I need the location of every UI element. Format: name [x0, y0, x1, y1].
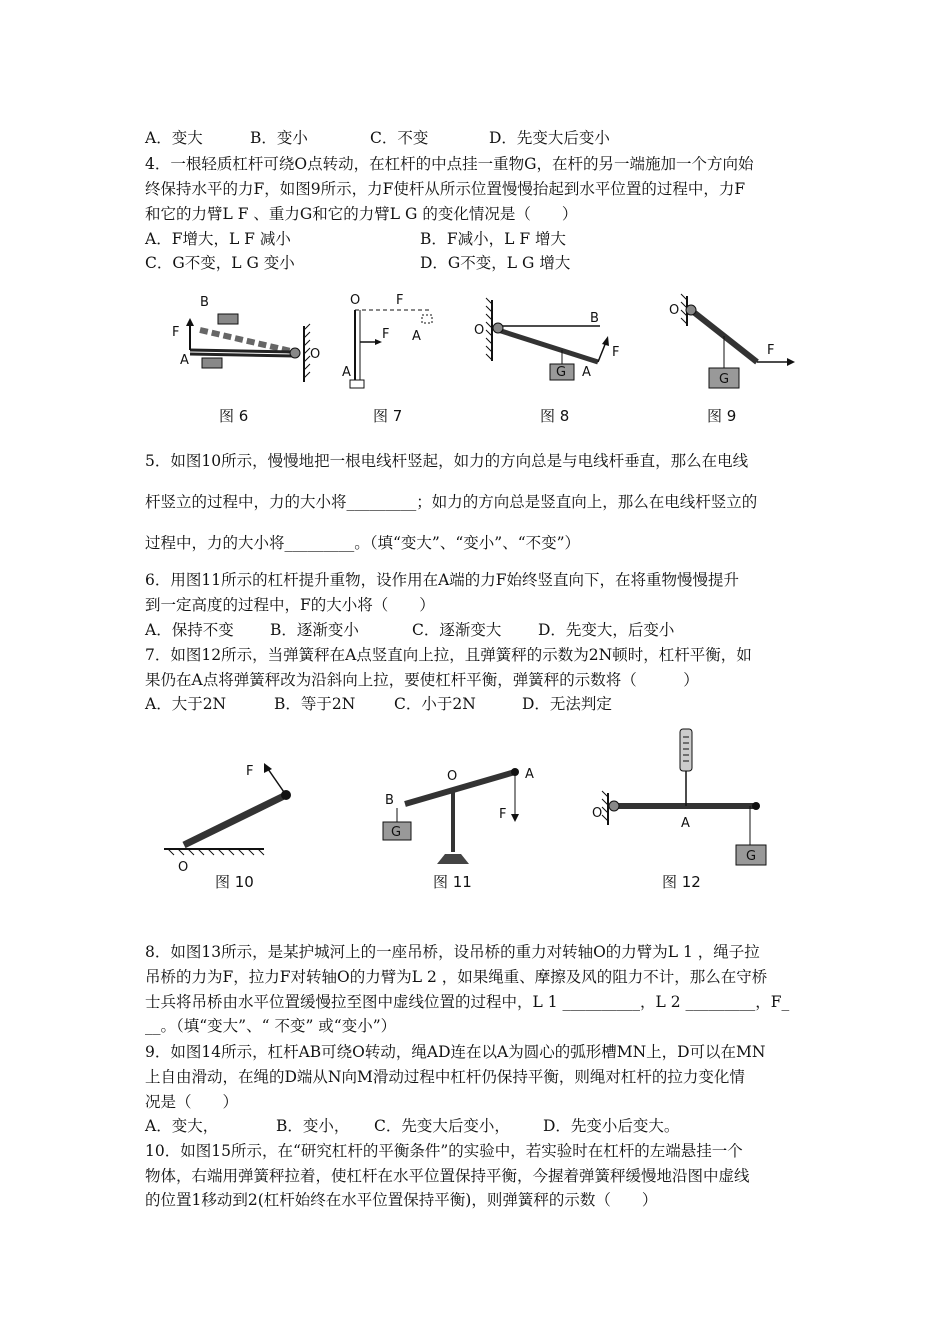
q3-option-d: D．先变大后变小 — [489, 129, 610, 147]
label-f: F — [499, 807, 507, 822]
caption-fig11: 图 11 — [433, 873, 472, 891]
q4-option-d: D．G不变，L G 增大 — [420, 254, 571, 272]
figure-7 — [340, 290, 450, 390]
caption-fig10: 图 10 — [215, 873, 254, 891]
label-a: A — [582, 365, 591, 380]
q9-option-b: B．变小， — [276, 1117, 350, 1135]
base — [437, 854, 469, 864]
label-o: O — [178, 860, 189, 875]
q3-option-b: B．变小 — [250, 129, 308, 147]
q7-option-c: C．小于2N — [394, 695, 476, 713]
figure-6 — [160, 282, 330, 392]
label-f: F — [767, 343, 775, 358]
q4-option-c: C．G不变，L G 变小 — [145, 254, 295, 272]
label-o: O — [447, 769, 458, 784]
q3-option-c: C．不变 — [370, 129, 429, 147]
label-g: G — [556, 365, 567, 380]
q9-line-3: 况是（ ） — [145, 1093, 239, 1111]
label-g: G — [391, 825, 402, 840]
label-a: A — [180, 353, 189, 368]
q6-option-c: C．逐渐变大 — [412, 621, 502, 639]
lever-bar — [498, 330, 598, 362]
caption-fig6: 图 6 — [219, 407, 249, 425]
label-f: F — [612, 345, 620, 360]
pivot-o — [493, 323, 503, 333]
q8-line-1: 8．如图13所示，是某护城河上的一座吊桥，设吊桥的重力对转轴O的力臂为L 1 ，绳子拉 — [145, 943, 760, 961]
label-b: B — [200, 295, 209, 310]
q5-line-3: 过程中，力的大小将_________。（填“变大”、“变小”、“不变”） — [145, 534, 581, 552]
q9-option-a: A．变大， — [145, 1117, 219, 1135]
spring-scale — [680, 729, 692, 771]
q10-line-3: 的位置1移动到2(杠杆始终在水平位置保持平衡)，则弹簧秤的示数（ ） — [145, 1191, 658, 1209]
label-b: B — [385, 793, 394, 808]
figure-11 — [375, 760, 545, 870]
q8-line-2: 吊桥的力为F，拉力F对转轴O的力臂为L 2 ，如果绳重、摩擦及风的阻力不计，那么在守桥 — [145, 968, 768, 986]
label-o: O — [669, 303, 680, 318]
q10-line-2: 物体，右端用弹簧秤拉着，使杠杆在水平位置保持平衡，今握着弹簧秤缓慢地沿图中虚线 — [145, 1167, 750, 1185]
force-arrow — [268, 769, 286, 795]
q8-line-4: __。（填“变大”、“ 不变” 或“变小”） — [145, 1017, 397, 1035]
q8-line-3: 士兵将吊桥由水平位置缓慢拉至图中虚线位置的过程中，L 1 __________，L 2 _________，F_ — [145, 993, 790, 1011]
pole — [184, 795, 286, 845]
label-a-right: A — [412, 329, 421, 344]
q3-option-a: A．变大 — [145, 129, 203, 147]
q7-line-1: 7．如图12所示，当弹簧秤在A点竖直向上拉，且弹簧秤的示数为2N顿时，杠杆平衡，如 — [145, 646, 752, 664]
q4-option-a: A．F增大，L F 减小 — [145, 230, 291, 248]
caption-fig8: 图 8 — [540, 407, 570, 425]
label-f: F — [246, 764, 254, 779]
caption-fig9: 图 9 — [707, 407, 737, 425]
q10-line-1: 10．如图15所示，在“研究杠杆的平衡条件”的实验中，若实验时在杠杆的左端悬挂一个 — [145, 1142, 743, 1160]
q5-line-1: 5．如图10所示，慢慢地把一根电线杆竖起，如力的方向总是与电线杆垂直，那么在电线 — [145, 452, 749, 470]
q6-line-1: 6．用图11所示的杠杆提升重物，设作用在A端的力F始终竖直向下，在将重物慢慢提升 — [145, 571, 740, 589]
q6-option-d: D．先变大，后变小 — [538, 621, 675, 639]
label-a: A — [681, 816, 690, 831]
caption-fig7: 图 7 — [373, 407, 403, 425]
q6-option-a: A．保持不变 — [145, 621, 234, 639]
label-o: O — [310, 347, 321, 362]
label-o: O — [474, 323, 485, 338]
figure-12 — [590, 725, 790, 875]
q7-option-d: D．无法判定 — [522, 695, 612, 713]
weight — [350, 380, 364, 388]
q9-option-c: C．先变大后变小， — [374, 1117, 510, 1135]
weight-b — [218, 314, 238, 324]
q4-line-1: 4．一根轻质杠杆可绕O点转动，在杠杆的中点挂一重物G，在杆的另一端施加一个方向始 — [145, 155, 754, 173]
pivot-o — [686, 305, 696, 315]
q7-line-2: 果仍在A点将弹簧秤改为沿斜向上拉，要使杠杆平衡，弹簧秤的示数将（ ） — [145, 671, 699, 689]
q4-option-b: B．F减小，L F 增大 — [420, 230, 567, 248]
label-b: B — [590, 311, 599, 326]
label-o: O — [592, 806, 603, 821]
label-a: A — [525, 767, 534, 782]
dashed-lever — [200, 330, 295, 352]
pivot-o — [290, 348, 300, 358]
q9-option-d: D．先变小后变大。 — [543, 1117, 680, 1135]
label-g: G — [746, 849, 757, 864]
q7-option-a: A．大于2N — [145, 695, 227, 713]
label-f: F — [172, 325, 180, 340]
weight-a — [202, 358, 222, 368]
q9-line-2: 上自由滑动，在绳的D端从N向M滑动过程中杠杆仍保持平衡，则绳对杠杆的拉力变化情 — [145, 1068, 745, 1086]
label-f-top: F — [396, 293, 404, 308]
caption-fig12: 图 12 — [662, 873, 701, 891]
lever-bar — [405, 772, 515, 804]
q4-line-3: 和它的力臂L F 、重力G和它的力臂L G 的变化情况是（ ） — [145, 205, 578, 223]
figure-8 — [470, 296, 630, 391]
label-o: O — [350, 293, 361, 308]
label-f: F — [382, 327, 390, 342]
figure-9 — [665, 294, 805, 394]
label-g: G — [719, 372, 730, 387]
lever-bar — [190, 350, 295, 352]
q9-line-1: 9．如图14所示，杠杆AB可绕O转动，绳AD连在以A为圆心的弧形槽MN上，D可以在MN — [145, 1043, 766, 1061]
figure-10 — [160, 755, 300, 875]
pivot-o — [609, 801, 619, 811]
q5-line-2: 杆竖立的过程中，力的大小将_________；如力的方向总是竖直向上，那么在电线杆竖立的 — [145, 493, 758, 511]
force-arrow — [598, 342, 606, 362]
q7-option-b: B．等于2N — [274, 695, 356, 713]
q6-line-2: 到一定高度的过程中，F的大小将（ ） — [145, 596, 435, 614]
q4-line-2: 终保持水平的力F，如图9所示，力F使杆从所示位置慢慢抬起到水平位置的过程中，力F — [145, 180, 746, 198]
label-a: A — [342, 365, 351, 380]
q6-option-b: B．逐渐变小 — [270, 621, 359, 639]
